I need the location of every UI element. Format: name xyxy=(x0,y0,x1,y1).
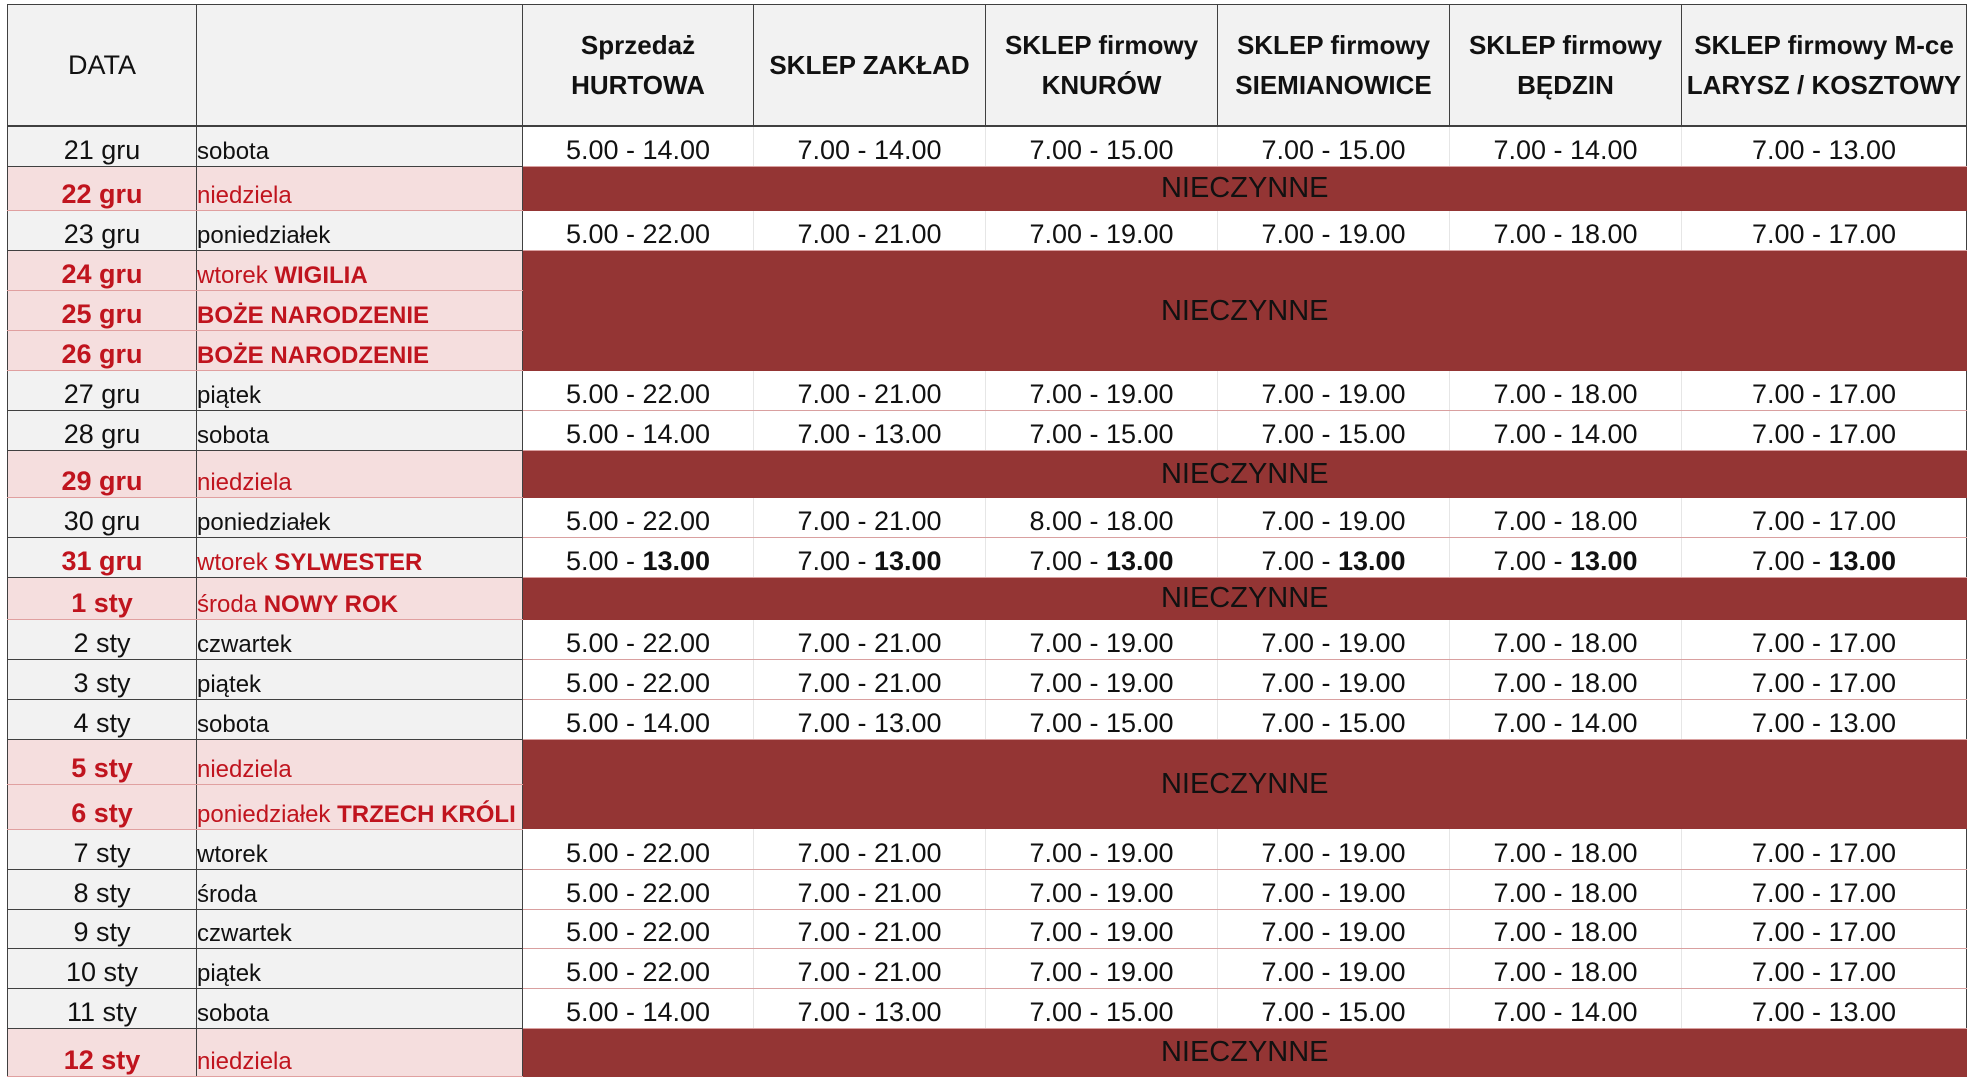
hours-end: 13.00 xyxy=(642,546,711,577)
hours-cell: 7.00 - 19.00 xyxy=(1218,498,1450,538)
weekday-cell xyxy=(197,989,523,1029)
hours-cell xyxy=(1682,538,1967,578)
hours-cell: 5.00 - 22.00 xyxy=(523,620,754,660)
date-cell: 29 gru xyxy=(8,451,197,498)
column-header-line2: SIEMIANOWICE xyxy=(1235,69,1432,100)
hours-cell: 7.00 - 14.00 xyxy=(1450,411,1682,451)
date-cell: 7 sty xyxy=(8,829,197,869)
closed-band: NIECZYNNE xyxy=(523,739,1967,829)
hours-cell: 7.00 - 19.00 xyxy=(1218,829,1450,869)
weekday-label: piątek xyxy=(197,670,262,698)
column-header-line2: LARYSZ / KOSZTOWY xyxy=(1686,69,1962,100)
date-cell: 25 gru xyxy=(8,291,197,331)
table-row xyxy=(8,989,1967,1029)
hours-cell: 7.00 - 19.00 xyxy=(1218,869,1450,909)
hours-cell: 5.00 - 22.00 xyxy=(523,909,754,949)
hours-cell: 7.00 - 14.00 xyxy=(1450,989,1682,1029)
hours-cell: 7.00 - 13.00 xyxy=(1682,989,1967,1029)
column-header-line1: SKLEP firmowy xyxy=(1236,29,1431,60)
table-row xyxy=(8,411,1967,451)
hours-cell: 7.00 - 13.00 xyxy=(754,411,986,451)
weekday-cell xyxy=(197,166,523,211)
header-row xyxy=(8,5,1967,126)
hours-cell: 7.00 - 21.00 xyxy=(754,498,986,538)
column-header-line1: SKLEP ZAKŁAD xyxy=(769,49,970,80)
hours-cell: 7.00 - 13.00 xyxy=(754,699,986,739)
hours-cell: 5.00 - 14.00 xyxy=(523,699,754,739)
weekday-cell xyxy=(197,371,523,411)
weekday-label: środa xyxy=(197,880,258,908)
date-cell: 11 sty xyxy=(8,989,197,1029)
table-row xyxy=(8,498,1967,538)
hours-cell: 7.00 - 19.00 xyxy=(986,620,1218,660)
hours-cell: 7.00 - 17.00 xyxy=(1682,869,1967,909)
hours-cell: 7.00 - 14.00 xyxy=(1450,699,1682,739)
date-cell: 22 gru xyxy=(8,166,197,211)
hours-cell: 7.00 - 19.00 xyxy=(1218,949,1450,989)
weekday-cell xyxy=(197,498,523,538)
weekday-cell xyxy=(197,331,523,371)
hours-cell: 7.00 - 17.00 xyxy=(1682,211,1967,251)
date-cell: 23 gru xyxy=(8,211,197,251)
hours-cell: 5.00 - 22.00 xyxy=(523,211,754,251)
hours-end: 13.00 xyxy=(873,546,942,577)
hours-cell: 7.00 - 18.00 xyxy=(1450,869,1682,909)
weekday-cell xyxy=(197,829,523,869)
hours-cell: 7.00 - 17.00 xyxy=(1682,829,1967,869)
hours-cell: 7.00 - 19.00 xyxy=(1218,620,1450,660)
hours-cell: 7.00 - 21.00 xyxy=(754,869,986,909)
hours-cell: 7.00 - 21.00 xyxy=(754,909,986,949)
hours-cell: 7.00 - 17.00 xyxy=(1682,659,1967,699)
column-header-siemianowice xyxy=(1218,5,1450,126)
holiday-hours-table xyxy=(7,4,1967,1077)
weekday-cell xyxy=(197,699,523,739)
table-row xyxy=(8,829,1967,869)
hours-cell: 7.00 - 21.00 xyxy=(754,371,986,411)
hours-cell: 7.00 - 15.00 xyxy=(986,126,1218,167)
column-header-line2: HURTOWA xyxy=(571,69,705,100)
closed-band: NIECZYNNE xyxy=(523,251,1967,371)
table-row xyxy=(8,211,1967,251)
date-cell: 30 gru xyxy=(8,498,197,538)
hours-cell: 8.00 - 18.00 xyxy=(986,498,1218,538)
date-cell: 5 sty xyxy=(8,739,197,784)
hours-cell: 7.00 - 21.00 xyxy=(754,829,986,869)
hours-cell: 7.00 - 19.00 xyxy=(1218,909,1450,949)
weekday-label: wtorek xyxy=(197,262,268,290)
hours-cell: 7.00 - 19.00 xyxy=(986,909,1218,949)
column-header-line1: SKLEP firmowy M-ce xyxy=(1694,29,1954,60)
table-row xyxy=(8,620,1967,660)
hours-cell: 5.00 - 14.00 xyxy=(523,411,754,451)
weekday-label: wtorek xyxy=(197,549,268,577)
date-cell: 24 gru xyxy=(8,251,197,291)
weekday-cell xyxy=(197,291,523,331)
column-header-line2: KNURÓW xyxy=(1041,69,1162,100)
weekday-cell xyxy=(197,411,523,451)
table-row xyxy=(8,949,1967,989)
closed-band: NIECZYNNE xyxy=(523,166,1967,211)
hours-cell: 7.00 - 18.00 xyxy=(1450,659,1682,699)
table-row xyxy=(8,451,1967,498)
holiday-label: NOWY ROK xyxy=(263,591,398,619)
weekday-cell xyxy=(197,451,523,498)
date-cell: 6 sty xyxy=(8,784,197,829)
weekday-cell xyxy=(197,784,523,829)
weekday-cell xyxy=(197,578,523,620)
hours-cell xyxy=(523,538,754,578)
holiday-label: BOŻE NARODZENIE xyxy=(197,342,430,370)
hours-start: 7.00 - xyxy=(797,546,874,577)
hours-cell: 7.00 - 19.00 xyxy=(986,211,1218,251)
hours-cell: 7.00 - 19.00 xyxy=(986,869,1218,909)
date-cell: 3 sty xyxy=(8,659,197,699)
weekday-label: środa xyxy=(197,591,258,619)
weekday-label: niedziela xyxy=(197,469,292,497)
date-cell: 2 sty xyxy=(8,620,197,660)
hours-cell: 7.00 - 18.00 xyxy=(1450,829,1682,869)
date-cell: 4 sty xyxy=(8,699,197,739)
closed-band: NIECZYNNE xyxy=(523,451,1967,498)
hours-cell: 7.00 - 15.00 xyxy=(986,989,1218,1029)
weekday-label: poniedziałek xyxy=(197,222,331,250)
hours-cell: 7.00 - 15.00 xyxy=(1218,126,1450,167)
table-row xyxy=(8,1029,1967,1077)
hours-cell: 7.00 - 15.00 xyxy=(986,411,1218,451)
hours-cell: 7.00 - 19.00 xyxy=(1218,211,1450,251)
holiday-label: WIGILIA xyxy=(274,262,368,290)
date-cell: 9 sty xyxy=(8,909,197,949)
hours-cell: 7.00 - 18.00 xyxy=(1450,211,1682,251)
schedule-body xyxy=(8,126,1967,1077)
weekday-label: poniedziałek xyxy=(197,800,331,828)
hours-cell xyxy=(986,538,1218,578)
column-header-line1: SKLEP firmowy xyxy=(1468,29,1663,60)
hours-cell: 7.00 - 19.00 xyxy=(986,371,1218,411)
date-cell: 31 gru xyxy=(8,538,197,578)
weekday-cell xyxy=(197,949,523,989)
column-header-line2: BĘDZIN xyxy=(1517,69,1614,100)
weekday-cell xyxy=(197,620,523,660)
date-cell: 12 sty xyxy=(8,1029,197,1077)
table-row xyxy=(8,251,1967,291)
table-row xyxy=(8,739,1967,784)
weekday-cell xyxy=(197,659,523,699)
date-cell: 8 sty xyxy=(8,869,197,909)
hours-cell: 7.00 - 21.00 xyxy=(754,659,986,699)
hours-cell: 7.00 - 18.00 xyxy=(1450,371,1682,411)
hours-cell: 5.00 - 22.00 xyxy=(523,949,754,989)
date-cell: 10 sty xyxy=(8,949,197,989)
hours-cell: 7.00 - 18.00 xyxy=(1450,498,1682,538)
column-header-sklep-zaklad xyxy=(754,5,986,126)
hours-start: 5.00 - xyxy=(565,546,643,577)
hours-cell: 7.00 - 14.00 xyxy=(754,126,986,167)
hours-cell: 7.00 - 17.00 xyxy=(1682,498,1967,538)
hours-cell: 5.00 - 14.00 xyxy=(523,126,754,167)
date-cell: 21 gru xyxy=(8,126,197,167)
hours-cell: 5.00 - 22.00 xyxy=(523,498,754,538)
weekday-label: wtorek xyxy=(197,840,268,868)
hours-cell: 7.00 - 13.00 xyxy=(754,989,986,1029)
weekday-cell xyxy=(197,869,523,909)
hours-cell: 7.00 - 17.00 xyxy=(1682,371,1967,411)
hours-cell: 7.00 - 17.00 xyxy=(1682,620,1967,660)
hours-cell: 7.00 - 17.00 xyxy=(1682,949,1967,989)
weekday-label: czwartek xyxy=(197,630,292,658)
weekday-cell xyxy=(197,211,523,251)
hours-cell: 7.00 - 19.00 xyxy=(986,659,1218,699)
hours-start: 7.00 - xyxy=(1751,546,1829,577)
table-row xyxy=(8,578,1967,620)
hours-end: 13.00 xyxy=(1337,546,1406,577)
hours-cell: 7.00 - 18.00 xyxy=(1450,620,1682,660)
hours-cell: 5.00 - 22.00 xyxy=(523,829,754,869)
holiday-label: SYLWESTER xyxy=(274,549,423,577)
column-header-line1: Sprzedaż xyxy=(580,29,696,60)
hours-cell: 5.00 - 22.00 xyxy=(523,659,754,699)
table-row xyxy=(8,909,1967,949)
weekday-label: piątek xyxy=(197,382,262,410)
hours-cell: 7.00 - 15.00 xyxy=(986,699,1218,739)
hours-cell: 7.00 - 17.00 xyxy=(1682,411,1967,451)
hours-cell: 5.00 - 22.00 xyxy=(523,869,754,909)
hours-start: 7.00 - xyxy=(1029,546,1106,577)
hours-cell: 7.00 - 18.00 xyxy=(1450,949,1682,989)
hours-end: 13.00 xyxy=(1105,546,1174,577)
weekday-cell xyxy=(197,538,523,578)
hours-cell xyxy=(1450,538,1682,578)
weekday-label: sobota xyxy=(197,1000,270,1028)
weekday-label: czwartek xyxy=(197,920,292,948)
table-row xyxy=(8,538,1967,578)
date-cell: 28 gru xyxy=(8,411,197,451)
weekday-label: sobota xyxy=(197,710,270,738)
closed-band: NIECZYNNE xyxy=(523,1029,1967,1077)
weekday-label: sobota xyxy=(197,422,270,449)
weekday-cell xyxy=(197,909,523,949)
hours-cell: 7.00 - 13.00 xyxy=(1682,699,1967,739)
column-header-larysz-kosztowy xyxy=(1682,5,1967,126)
date-cell: 27 gru xyxy=(8,371,197,411)
table-row xyxy=(8,659,1967,699)
holiday-label: BOŻE NARODZENIE xyxy=(197,302,430,330)
weekday-label: niedziela xyxy=(197,182,292,210)
table-row xyxy=(8,869,1967,909)
day-column-header xyxy=(197,5,523,126)
hours-cell: 7.00 - 17.00 xyxy=(1682,909,1967,949)
hours-cell xyxy=(754,538,986,578)
hours-cell: 7.00 - 19.00 xyxy=(986,829,1218,869)
date-cell: 26 gru xyxy=(8,331,197,371)
hours-start: 7.00 - xyxy=(1493,546,1570,577)
hours-cell: 7.00 - 21.00 xyxy=(754,211,986,251)
holiday-label: TRZECH KRÓLI xyxy=(337,800,516,828)
table-row xyxy=(8,699,1967,739)
hours-cell: 7.00 - 15.00 xyxy=(1218,411,1450,451)
hours-cell: 7.00 - 14.00 xyxy=(1450,126,1682,167)
weekday-label: piątek xyxy=(197,960,262,988)
column-header-knurow xyxy=(986,5,1218,126)
table-row xyxy=(8,126,1967,167)
column-header-hurtowa xyxy=(523,5,754,126)
hours-cell: 5.00 - 14.00 xyxy=(523,989,754,1029)
hours-cell: 7.00 - 18.00 xyxy=(1450,909,1682,949)
hours-cell: 7.00 - 19.00 xyxy=(1218,371,1450,411)
hours-cell: 7.00 - 21.00 xyxy=(754,949,986,989)
weekday-label: niedziela xyxy=(197,1048,292,1075)
date-cell: 1 sty xyxy=(8,578,197,620)
weekday-cell xyxy=(197,126,523,167)
closed-band: NIECZYNNE xyxy=(523,578,1967,620)
hours-start: 7.00 - xyxy=(1261,546,1338,577)
weekday-cell xyxy=(197,739,523,784)
hours-cell: 7.00 - 19.00 xyxy=(986,949,1218,989)
hours-cell: 7.00 - 15.00 xyxy=(1218,699,1450,739)
column-header-bedzin xyxy=(1450,5,1682,126)
hours-cell xyxy=(1218,538,1450,578)
column-header-line1: SKLEP firmowy xyxy=(1004,29,1199,60)
hours-cell: 5.00 - 22.00 xyxy=(523,371,754,411)
table-row xyxy=(8,371,1967,411)
weekday-label: poniedziałek xyxy=(197,509,331,537)
weekday-label: sobota xyxy=(197,137,270,165)
weekday-cell xyxy=(197,251,523,291)
table-row xyxy=(8,166,1967,211)
weekday-cell xyxy=(197,1029,523,1077)
weekday-label: niedziela xyxy=(197,755,292,783)
hours-cell: 7.00 - 15.00 xyxy=(1218,989,1450,1029)
hours-cell: 7.00 - 21.00 xyxy=(754,620,986,660)
hours-cell: 7.00 - 19.00 xyxy=(1218,659,1450,699)
hours-end: 13.00 xyxy=(1569,546,1638,577)
hours-cell: 7.00 - 13.00 xyxy=(1682,126,1967,167)
date-column-header: DATA xyxy=(8,5,197,126)
hours-end: 13.00 xyxy=(1828,546,1897,577)
